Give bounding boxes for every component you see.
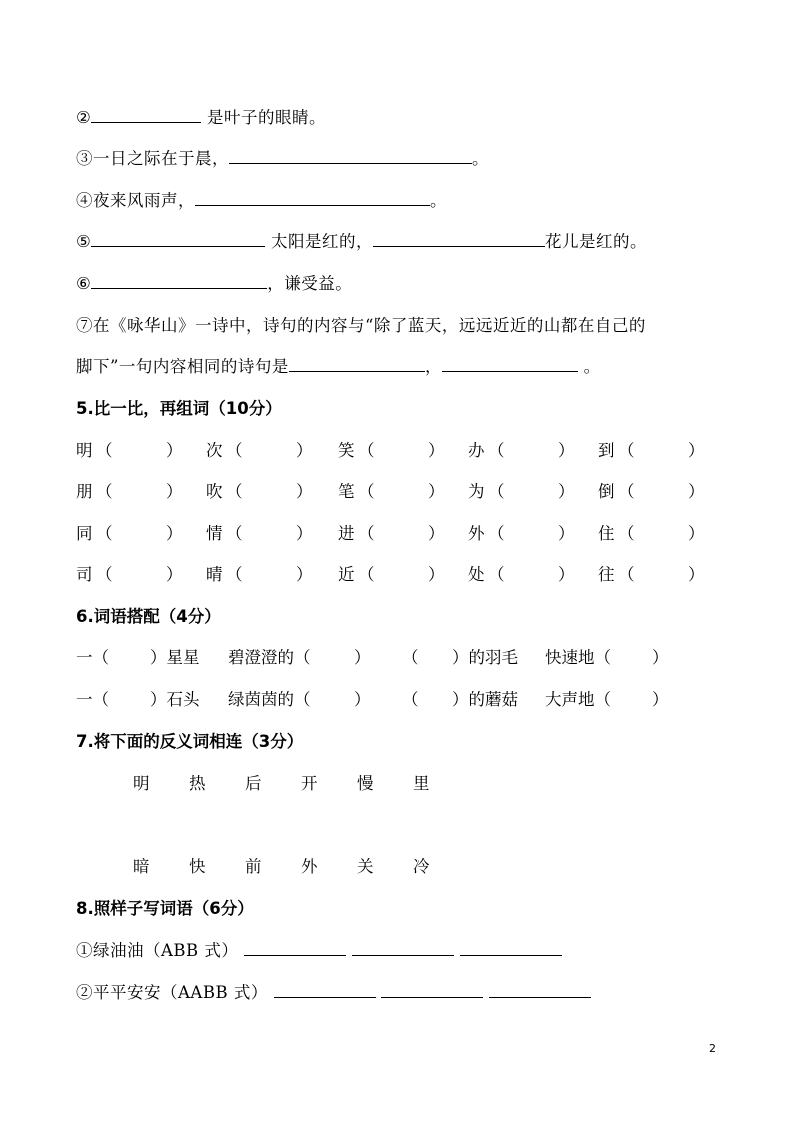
compare-char: 司 — [76, 565, 93, 584]
word-pattern-line-2 — [76, 983, 591, 1003]
answer-blank[interactable] — [195, 191, 430, 206]
pairing-text: ） — [354, 648, 371, 667]
line-text: ， — [424, 357, 442, 376]
line-text: 太阳是红的， — [265, 232, 374, 251]
item-number: ② — [76, 108, 92, 127]
compare-char: 处 — [468, 565, 485, 584]
answer-blank[interactable] — [91, 274, 267, 289]
answer-blank[interactable] — [352, 941, 454, 956]
answer-paren-open[interactable]: （ — [96, 565, 113, 584]
pairing-text: 一（ — [76, 648, 109, 667]
pairing-text: 快速地（ — [545, 648, 611, 667]
answer-paren-open[interactable]: （ — [226, 565, 243, 584]
answer-blank[interactable] — [274, 983, 376, 998]
compare-char: 进 — [338, 524, 355, 543]
line-text: 花儿是红的。 — [545, 232, 648, 251]
answer-paren-close: ） — [166, 565, 183, 584]
antonym-top-word[interactable]: 开 — [301, 774, 318, 793]
answer-paren-open[interactable]: （ — [96, 524, 113, 543]
answer-paren-close: ） — [428, 482, 445, 501]
line-text: ，谦受益。 — [267, 274, 353, 293]
answer-paren-open[interactable]: （ — [226, 441, 243, 460]
antonym-bottom-word[interactable]: 前 — [245, 857, 262, 876]
compare-char: 倒 — [598, 482, 615, 501]
answer-paren-close: ） — [688, 441, 705, 460]
answer-paren-close: ） — [166, 524, 183, 543]
compare-char: 朋 — [76, 482, 93, 501]
answer-paren-close: ） — [688, 482, 705, 501]
answer-paren-close: ） — [166, 441, 183, 460]
pairing-text: ）的羽毛 — [452, 648, 518, 667]
antonym-top-word[interactable]: 热 — [189, 774, 206, 793]
answer-paren-open[interactable]: （ — [488, 441, 505, 460]
answer-paren-close: ） — [296, 441, 313, 460]
pairing-text: ） — [652, 690, 669, 709]
line-text: 脚下”一句内容相同的诗句是 — [76, 357, 289, 376]
antonym-top-word[interactable]: 明 — [133, 774, 150, 793]
answer-blank[interactable] — [289, 357, 425, 372]
antonym-bottom-word[interactable]: 快 — [189, 857, 206, 876]
pairing-text: ） — [354, 690, 371, 709]
answer-blank[interactable] — [442, 357, 578, 372]
answer-blank[interactable] — [460, 941, 562, 956]
antonym-top-word[interactable]: 后 — [245, 774, 262, 793]
fill-line-6 — [76, 274, 352, 294]
answer-paren-close: ） — [688, 565, 705, 584]
fill-line-7a: ⑦在《咏华山》一诗中，诗句的内容与“除了蓝天，远远近近的山都在自己的 — [76, 316, 646, 335]
answer-paren-close: ） — [558, 565, 575, 584]
compare-char: 外 — [468, 524, 485, 543]
answer-paren-open[interactable]: （ — [488, 565, 505, 584]
answer-paren-open[interactable]: （ — [358, 524, 375, 543]
answer-paren-close: ） — [428, 565, 445, 584]
pairing-text: 一（ — [76, 690, 109, 709]
compare-char: 明 — [76, 441, 93, 460]
answer-paren-close: ） — [296, 524, 313, 543]
compare-char: 到 — [598, 441, 615, 460]
answer-blank[interactable] — [244, 941, 346, 956]
item-number: ⑤ — [76, 232, 92, 251]
answer-paren-open[interactable]: （ — [358, 441, 375, 460]
antonym-bottom-word[interactable]: 冷 — [413, 857, 430, 876]
line-text: 是叶子的眼睛。 — [201, 108, 327, 127]
answer-blank[interactable] — [91, 108, 201, 123]
fill-line-5 — [76, 232, 647, 252]
compare-char: 笑 — [338, 441, 355, 460]
item-number: ⑥ — [76, 274, 92, 293]
line-text: ④夜来风雨声， — [76, 191, 195, 210]
pairing-text: 大声地（ — [545, 690, 611, 709]
section-5-title: 5.比一比，再组词（10分） — [76, 399, 282, 418]
section-8-title: 8.照样子写词语（6分） — [76, 899, 254, 918]
compare-char: 办 — [468, 441, 485, 460]
word-pattern-line-1 — [76, 941, 562, 961]
answer-paren-close: ） — [296, 482, 313, 501]
antonym-bottom-word[interactable]: 外 — [301, 857, 318, 876]
answer-paren-close: ） — [296, 565, 313, 584]
answer-paren-open[interactable]: （ — [618, 565, 635, 584]
answer-paren-open[interactable]: （ — [96, 482, 113, 501]
compare-char: 为 — [468, 482, 485, 501]
line-text: 。 — [577, 357, 601, 376]
line-text: 。 — [472, 149, 489, 168]
pairing-text: ）石头 — [150, 690, 200, 709]
antonym-top-word[interactable]: 慢 — [357, 774, 374, 793]
section-6-title: 6.词语搭配（4分） — [76, 607, 221, 626]
line-text: ②平平安安（AABB 式） — [76, 983, 268, 1002]
answer-paren-open[interactable]: （ — [618, 441, 635, 460]
answer-paren-open[interactable]: （ — [96, 441, 113, 460]
antonym-bottom-word[interactable]: 暗 — [133, 857, 150, 876]
answer-paren-close: ） — [428, 441, 445, 460]
section-7-title: 7.将下面的反义词相连（3分） — [76, 732, 304, 751]
answer-paren-close: ） — [558, 441, 575, 460]
pairing-text: ）星星 — [150, 648, 200, 667]
answer-paren-open[interactable]: （ — [488, 482, 505, 501]
pairing-text: 绿茵茵的（ — [228, 690, 311, 709]
pairing-text: （ — [402, 648, 419, 667]
compare-char: 情 — [206, 524, 223, 543]
compare-char: 次 — [206, 441, 223, 460]
answer-paren-open[interactable]: （ — [358, 565, 375, 584]
compare-char: 近 — [338, 565, 355, 584]
compare-char: 住 — [598, 524, 615, 543]
pairing-text: 碧澄澄的（ — [228, 648, 311, 667]
compare-char: 往 — [598, 565, 615, 584]
compare-char: 晴 — [206, 565, 223, 584]
answer-paren-open[interactable]: （ — [488, 524, 505, 543]
answer-blank[interactable] — [229, 149, 472, 164]
antonym-top-word[interactable]: 里 — [413, 774, 430, 793]
pairing-text: （ — [402, 690, 419, 709]
compare-char: 吹 — [206, 482, 223, 501]
fill-line-3 — [76, 149, 489, 169]
antonym-bottom-word[interactable]: 关 — [357, 857, 374, 876]
answer-blank[interactable] — [489, 983, 591, 998]
answer-paren-close: ） — [428, 524, 445, 543]
line-text: ①绿油油（ABB 式） — [76, 941, 239, 960]
answer-paren-open[interactable]: （ — [618, 524, 635, 543]
answer-paren-close: ） — [166, 482, 183, 501]
answer-paren-open[interactable]: （ — [618, 482, 635, 501]
compare-char: 同 — [76, 524, 93, 543]
fill-line-4 — [76, 191, 447, 211]
answer-paren-close: ） — [558, 482, 575, 501]
answer-paren-open[interactable]: （ — [358, 482, 375, 501]
pairing-text: ） — [652, 648, 669, 667]
line-text: 。 — [430, 191, 447, 210]
answer-paren-open[interactable]: （ — [226, 524, 243, 543]
fill-line-7b — [76, 357, 601, 377]
answer-paren-close: ） — [688, 524, 705, 543]
answer-paren-open[interactable]: （ — [226, 482, 243, 501]
answer-blank[interactable] — [91, 232, 265, 247]
line-text: ③一日之际在于晨， — [76, 149, 229, 168]
answer-paren-close: ） — [558, 524, 575, 543]
answer-blank[interactable] — [373, 232, 545, 247]
pairing-text: ）的蘑菇 — [452, 690, 518, 709]
compare-char: 笔 — [338, 482, 355, 501]
answer-blank[interactable] — [381, 983, 483, 998]
page-number: 2 — [709, 1042, 716, 1055]
fill-line-2 — [76, 108, 326, 128]
